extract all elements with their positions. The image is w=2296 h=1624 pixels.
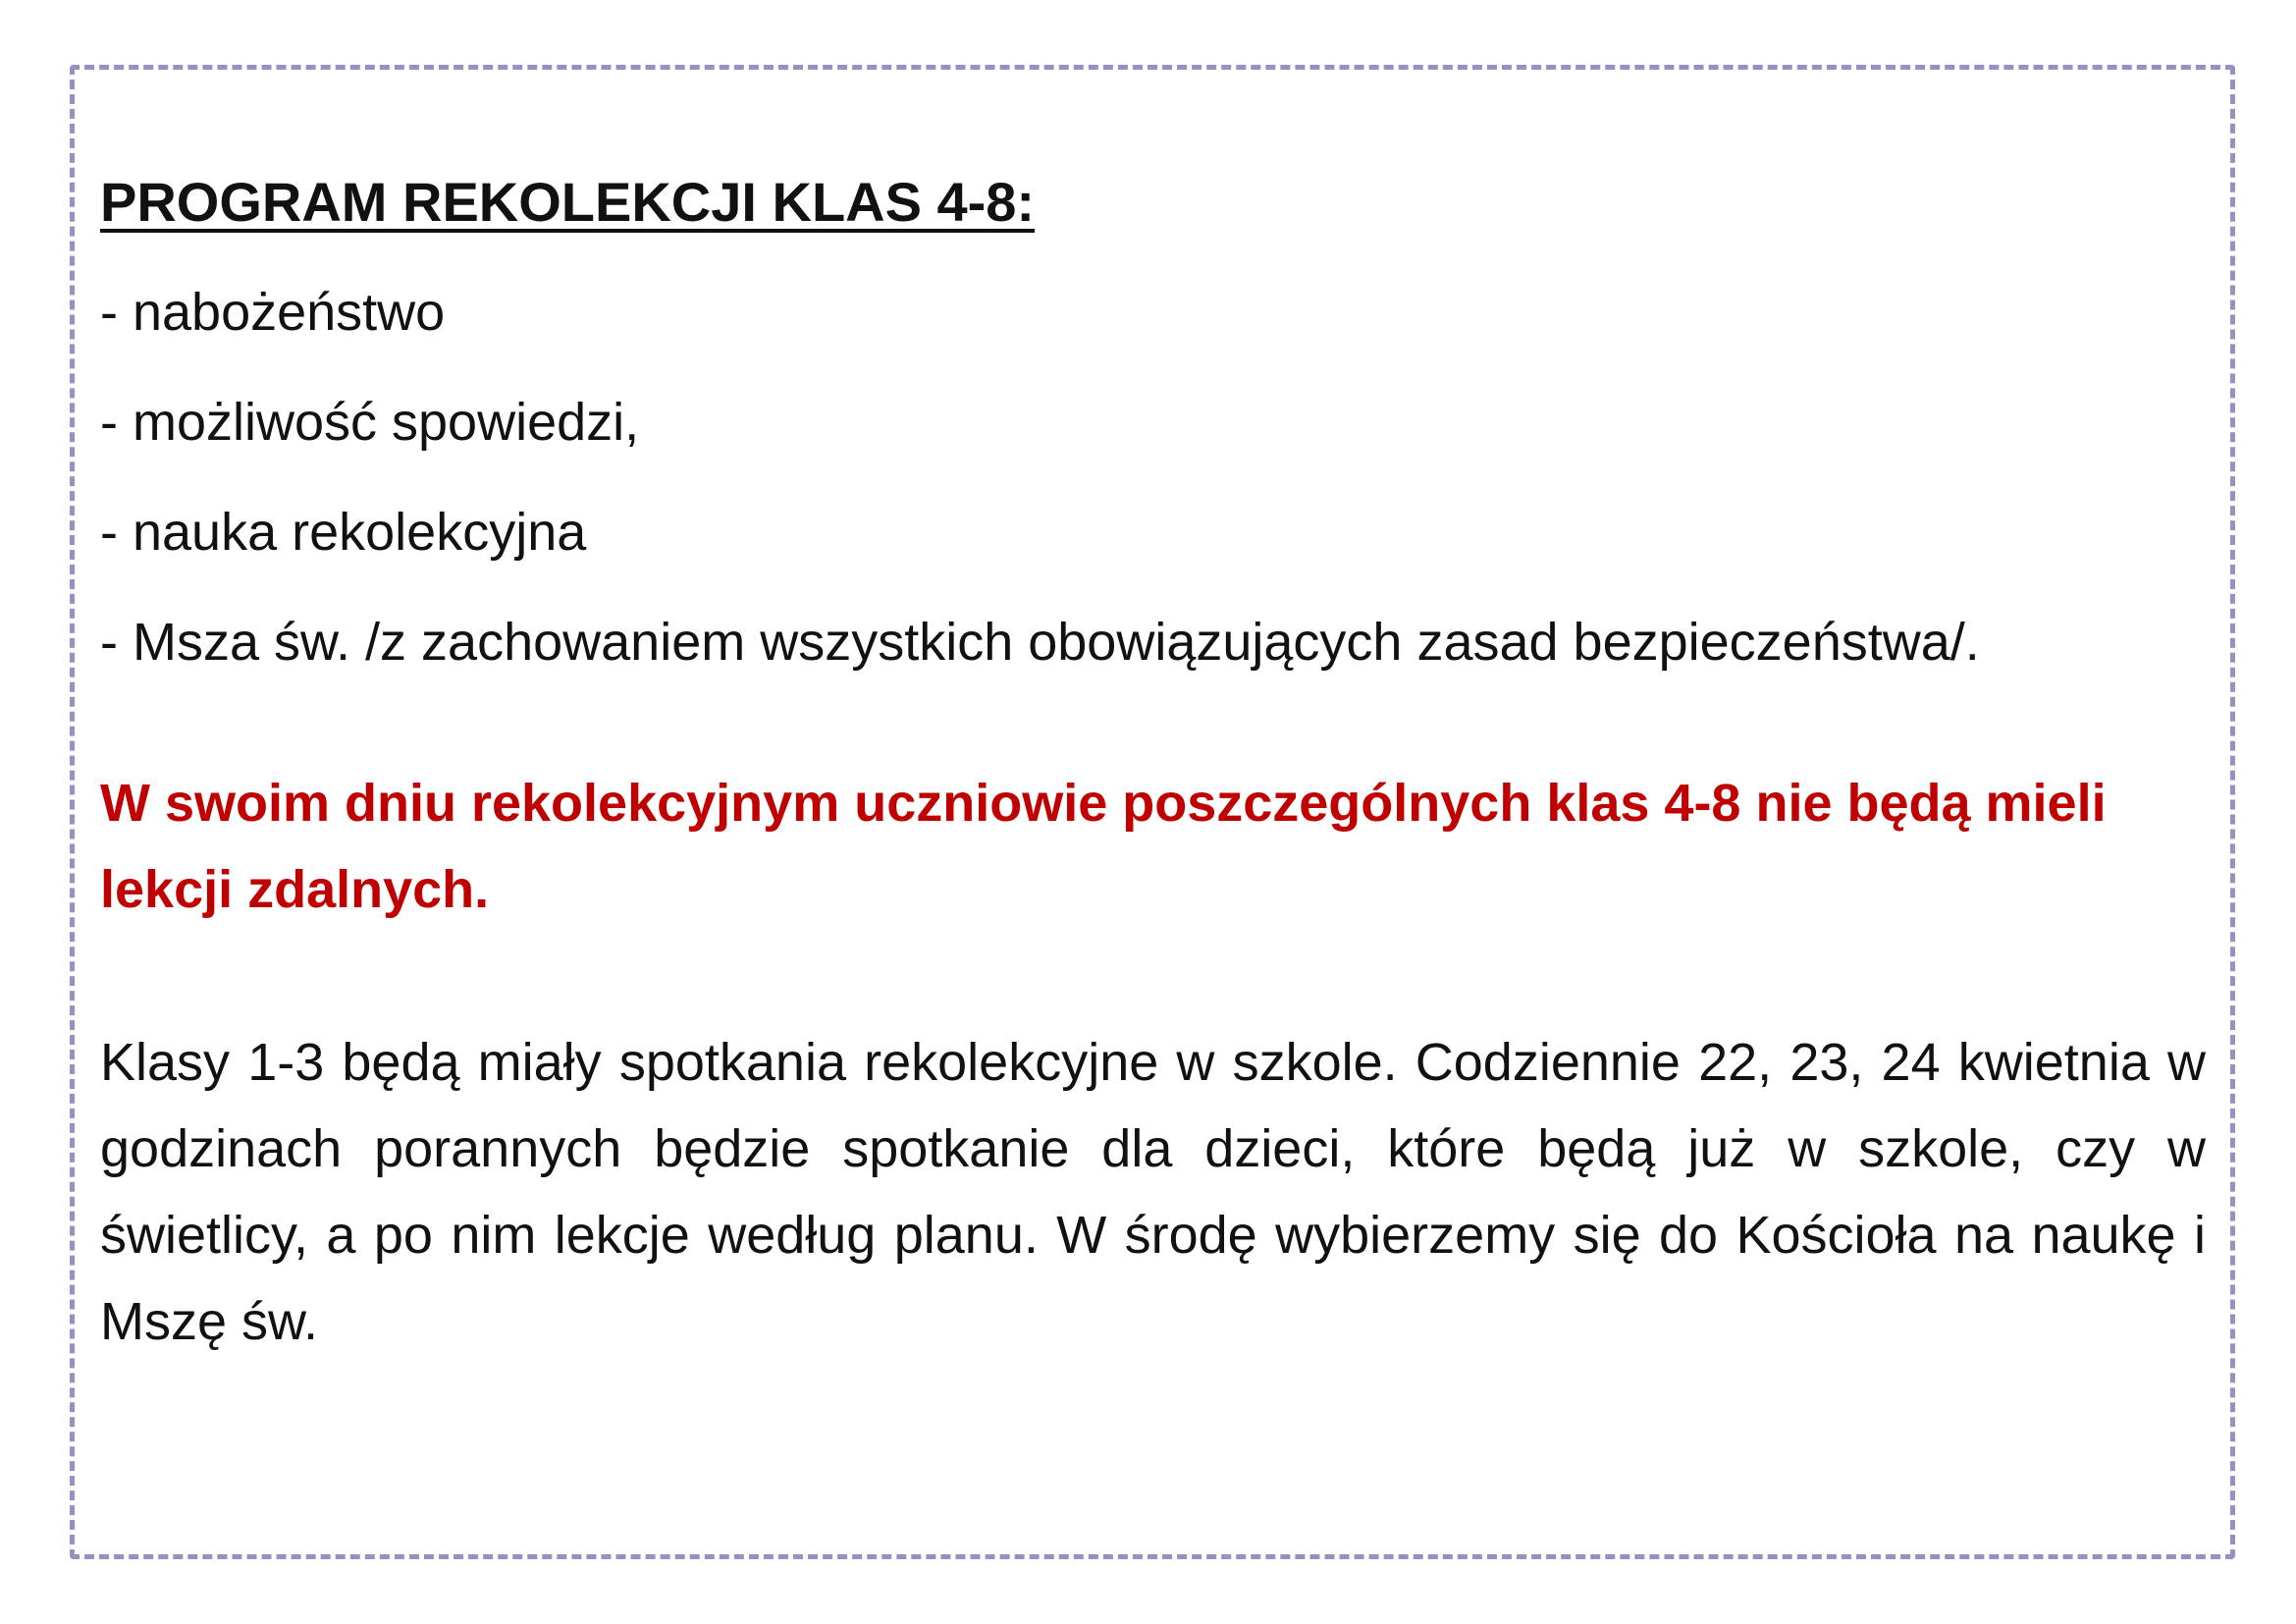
program-item: - nauka rekolekcyjna [100, 503, 587, 562]
program-item: - możliwość spowiedzi, [100, 393, 640, 452]
notice-text: W swoim dniu rekolekcyjnym uczniowie poszczególnych klas 4-8 nie będą mieli lekcji zdalnych. [100, 774, 2107, 919]
info-paragraph: Klasy 1-3 będą miały spotkania rekolekcyjne w szkole. Codziennie 22, 23, 24 kwietnia w godzinach porannych będzie spotkanie dla dzieci, które będą już w szkole, czy w świetlicy, a po nim lekcje według planu. W środę wybierzemy się do Kościoła na naukę i Mszę św. [100, 1033, 2206, 1351]
program-item: - nabożeństwo [100, 283, 446, 342]
program-list [100, 275, 2206, 679]
document-title: PROGRAM REKOLEKCJI KLAS 4-8: [100, 171, 1036, 233]
program-item: - Msza św. /z zachowaniem wszystkich obowiązujących zasad bezpieczeństwa/. [100, 613, 1980, 672]
document-content [100, 165, 2206, 1365]
